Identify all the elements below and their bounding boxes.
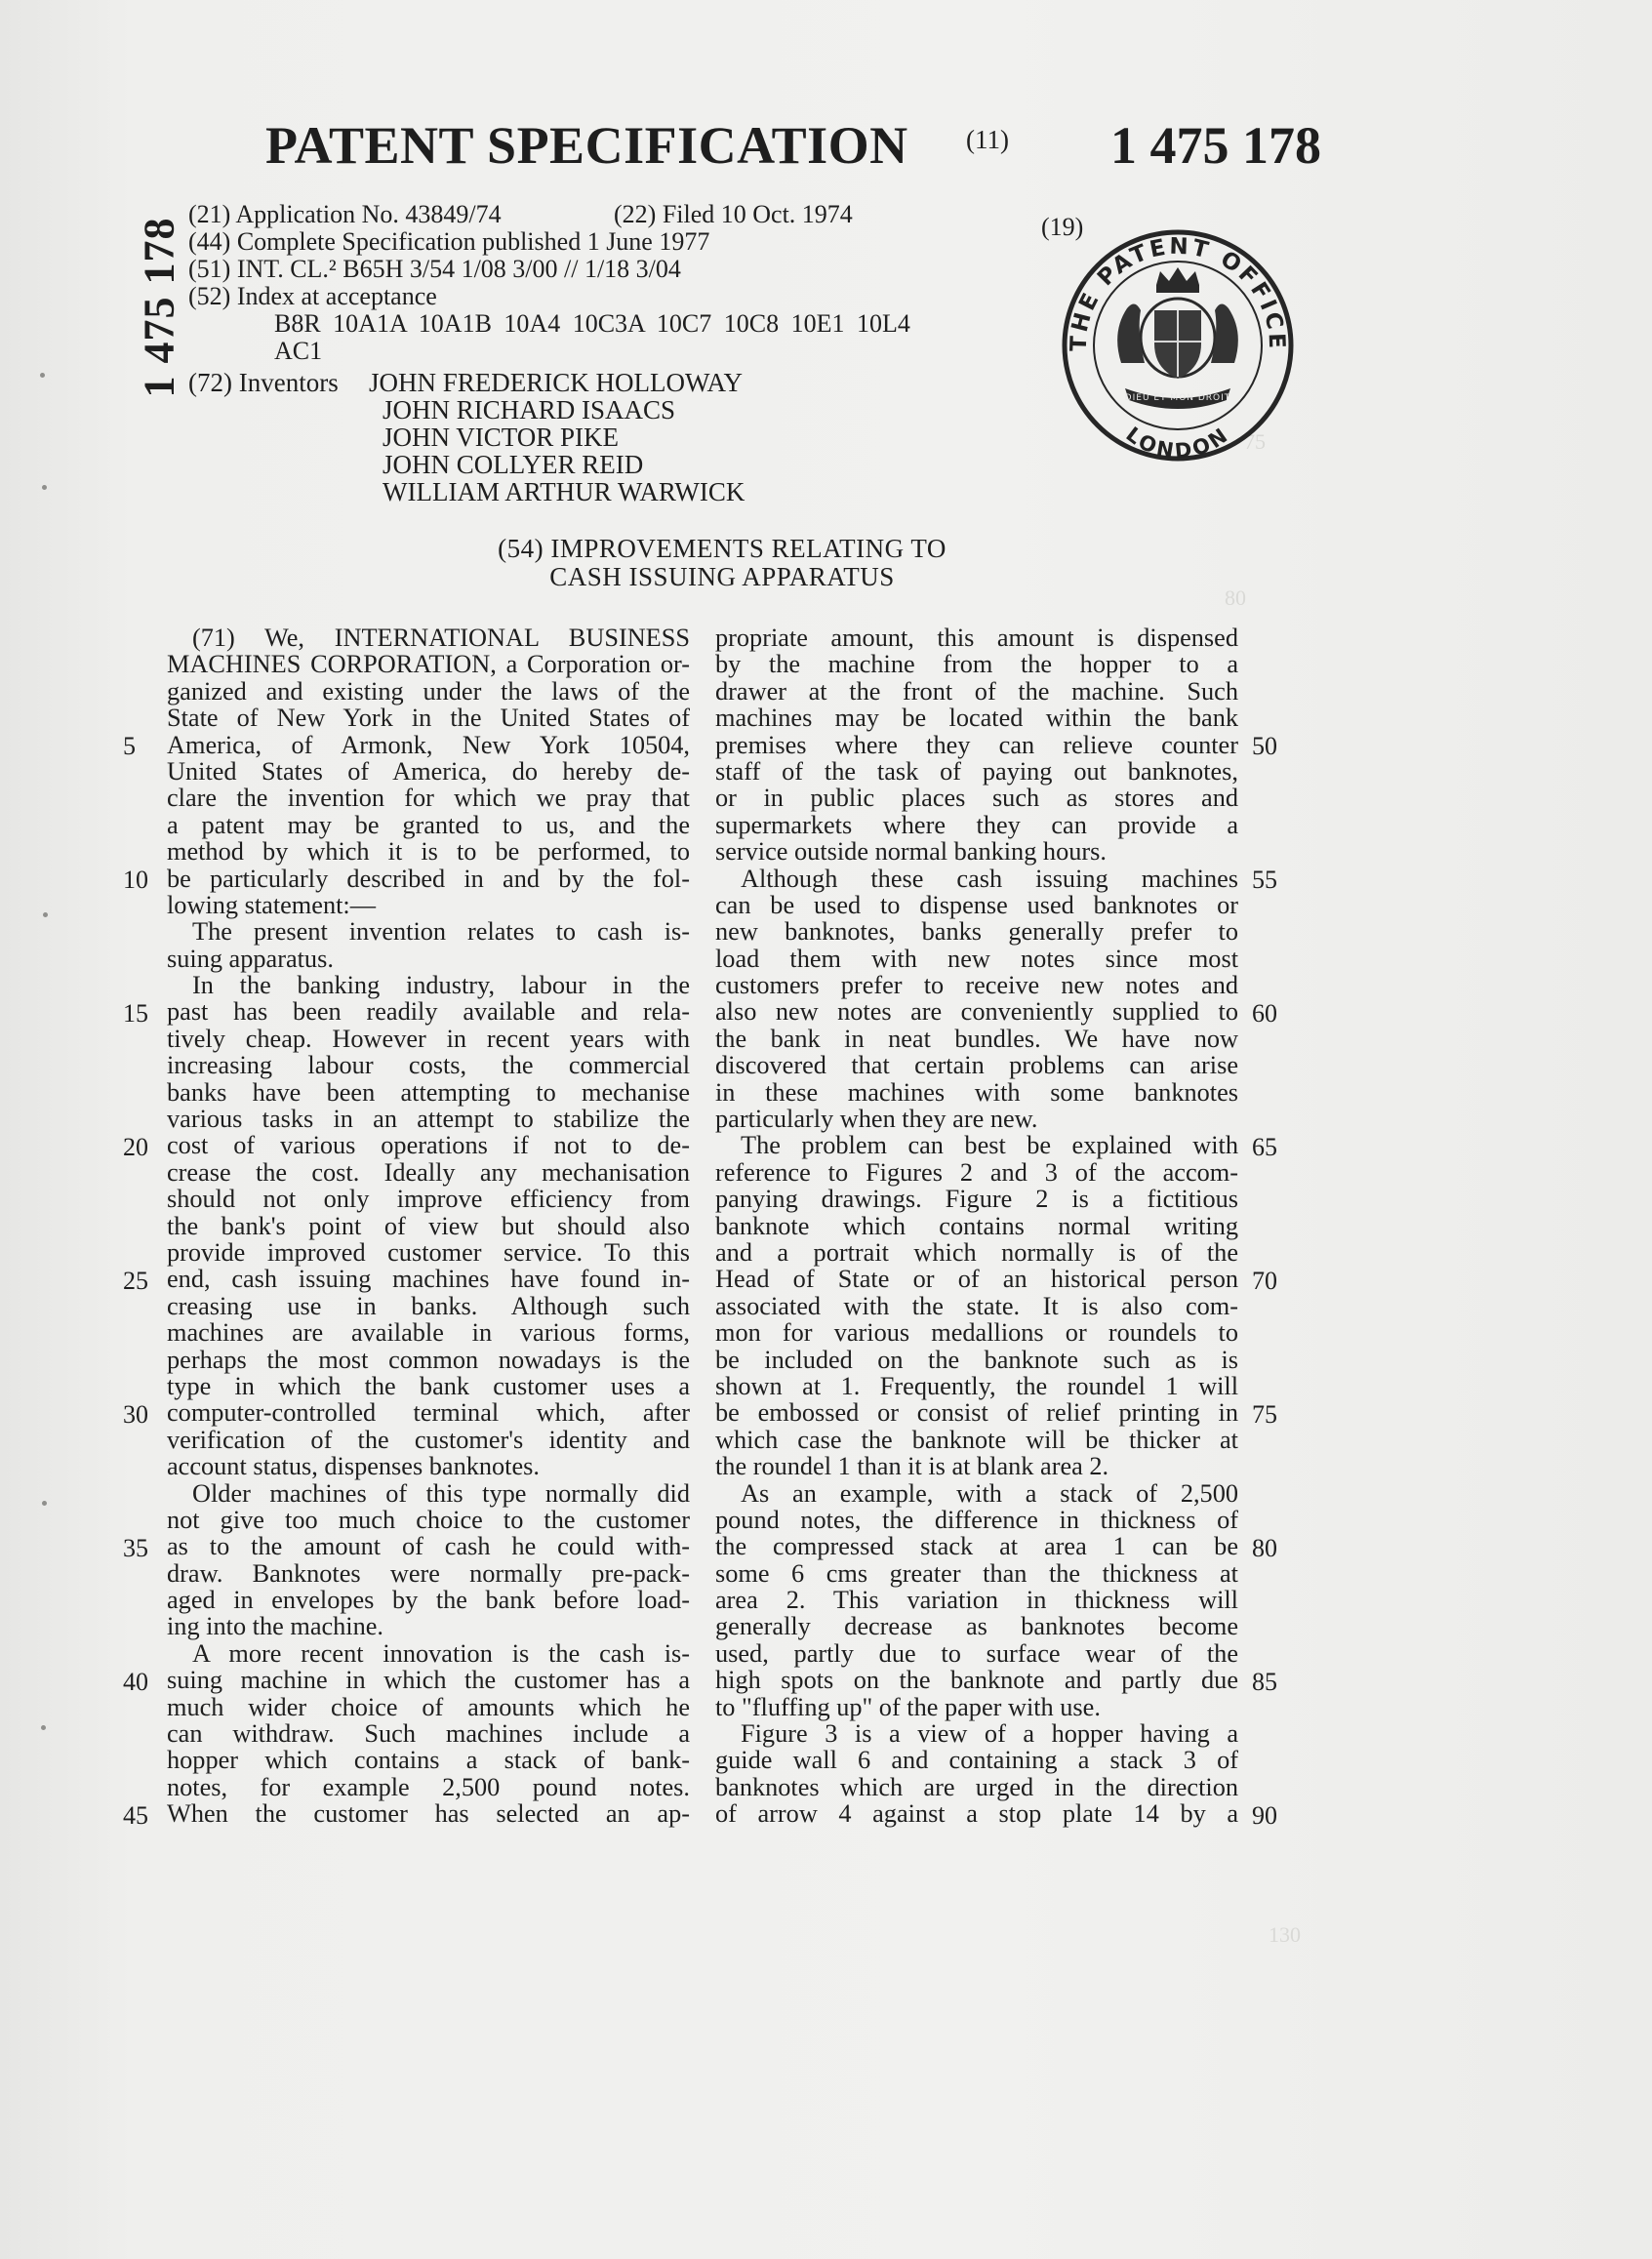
body-text-line: A more recent innovation is the cash is- (192, 1638, 690, 1668)
body-column-right (715, 625, 1238, 1828)
line-number: 70 (1252, 1266, 1277, 1295)
inventors-label: (72) Inventors (188, 368, 339, 397)
invention-title-line: (54) IMPROVEMENTS RELATING TO (498, 534, 947, 563)
patent-number-code: (11) (966, 125, 1009, 154)
body-text-segment: MACHINES CORPORATION (167, 650, 491, 679)
body-text-line: machines may be located within the bank (715, 704, 1238, 733)
body-text-line: account status, dispenses banknotes. (167, 1452, 540, 1481)
invention-title-line: CASH ISSUING APPARATUS (549, 562, 895, 591)
line-number: 60 (1252, 998, 1277, 1028)
body-text-line: Older machines of this type normally did (192, 1478, 690, 1508)
body-text-line: particularly when they are new. (715, 1105, 1038, 1134)
body-text-line: As an example, with a stack of 2,500 (741, 1478, 1238, 1508)
body-text-line: draw. Banknotes were normally pre-pack- (167, 1558, 690, 1588)
body-text-line: shown at 1. Frequently, the roundel 1 will (715, 1371, 1238, 1400)
body-text-line: service outside normal banking hours. (715, 837, 1107, 867)
body-text-line: panying drawings. Figure 2 is a fictitious (715, 1185, 1238, 1214)
body-column-left (167, 625, 690, 1828)
inventor-name: JOHN RICHARD ISAACS (383, 395, 676, 424)
body-text-line: computer-controlled terminal which, after (167, 1398, 690, 1428)
body-text-line: Figure 3 is a view of a hopper having a (741, 1719, 1238, 1749)
show-through-text: 75 (1244, 429, 1266, 454)
body-text-line: some 6 cms greater than the thickness at (715, 1558, 1238, 1588)
svg-text:DIEU ET MON DROIT: DIEU ET MON DROIT (1124, 393, 1231, 403)
body-text-line: the roundel 1 than it is at blank area 2. (715, 1452, 1109, 1481)
inventors-block (188, 369, 745, 505)
body-text-line: State of New York in the United States of (167, 704, 690, 733)
punch-mark (43, 912, 48, 917)
show-through-text: 130 (1269, 1922, 1301, 1947)
body-text-line: new banknotes, banks generally prefer to (715, 917, 1238, 947)
body-text-line: end, cash issuing machines have found in- (167, 1265, 690, 1294)
filing-date: (22) Filed 10 Oct. 1974 (614, 200, 853, 228)
line-number: 45 (123, 1800, 148, 1830)
line-number: 85 (1252, 1667, 1277, 1696)
body-text-line: guide wall 6 and containing a stack 3 of (715, 1746, 1238, 1775)
body-text-line: by the machine from the hopper to a (715, 650, 1238, 679)
body-text-line: increasing labour costs, the commercial (167, 1051, 690, 1080)
body-text-line: can be used to dispense used banknotes or (715, 890, 1238, 919)
line-number: 90 (1252, 1800, 1277, 1830)
body-text-line: verification of the customer's identity and (167, 1425, 690, 1454)
body-text-line: America, of Armonk, New York 10504, (167, 730, 690, 759)
body-text-line: mon for various medallions or roundels to (715, 1318, 1238, 1348)
inventor-name: JOHN COLLYER REID (383, 450, 644, 479)
body-text-line: crease the cost. Ideally any mechanisation (167, 1157, 690, 1187)
body-text-line: propriate amount, this amount is dispensed (715, 624, 1238, 652)
body-text-line: associated with the state. It is also com- (715, 1291, 1238, 1320)
body-text-line: notes, for example 2,500 pound notes. (167, 1772, 690, 1801)
line-number: 55 (1252, 865, 1277, 894)
inventor-name: JOHN FREDERICK HOLLOWAY (369, 368, 744, 397)
index-codes-continued: AC1 (274, 337, 323, 365)
body-text-line: used, partly due to surface wear of the (715, 1638, 1238, 1668)
body-text-line: In the banking industry, labour in the (192, 971, 690, 1000)
show-through-text: 80 (1225, 585, 1246, 610)
line-number: 80 (1252, 1533, 1277, 1562)
line-number: 75 (1252, 1399, 1277, 1429)
bibliographic-data (188, 201, 910, 365)
body-text-line: United States of America, do hereby de- (167, 756, 690, 786)
body-text-segment: INTERNATIONAL BUSINESS (334, 624, 691, 652)
int-classification: (51) INT. CL.² B65H 3/54 1/08 3/00 // 1/18 3/04 (188, 255, 681, 283)
body-text-line: be particularly described in and by the fol- (167, 864, 690, 893)
inventor-name: WILLIAM ARTHUR WARWICK (383, 477, 745, 506)
body-text-line: past has been readily available and rela- (167, 997, 690, 1027)
publication-date: (44) Complete Specification published 1 June 1977 (188, 227, 710, 256)
punch-mark (41, 1725, 46, 1730)
body-text-line: load them with new notes since most (715, 944, 1238, 973)
body-text-line: The present invention relates to cash is- (192, 917, 690, 947)
body-text-line: the bank in neat bundles. We have now (715, 1024, 1238, 1053)
punch-mark (42, 1501, 47, 1506)
svg-text:THE PATENT OFFICE: THE PATENT OFFICE (1066, 233, 1290, 352)
index-codes: B8R 10A1A 10A1B 10A4 10C3A 10C7 10C8 10E1 10L4 (274, 309, 910, 338)
body-text-line: method by which it is to be performed, to (167, 837, 690, 867)
body-text-line: banks have been attempting to mechanise (167, 1077, 690, 1107)
body-text-line: of arrow 4 against a stop plate 14 by a (715, 1799, 1238, 1829)
inventor-name: JOHN VICTOR PIKE (383, 423, 620, 452)
line-number: 50 (1252, 731, 1277, 760)
body-text-line: much wider choice of amounts which he (167, 1692, 690, 1721)
body-text-line: high spots on the banknote and partly due (715, 1666, 1238, 1695)
body-text-line: to "fluffing up" of the paper with use. (715, 1692, 1101, 1721)
patent-office-seal-icon (1057, 217, 1299, 472)
body-text-line: lowing statement:— (167, 890, 376, 919)
body-text-line: machines are available in various forms, (167, 1318, 690, 1348)
line-number: 10 (123, 865, 148, 894)
body-text-line: ganized and existing under the laws of the (167, 676, 690, 706)
office-code: (19) (1041, 213, 1084, 241)
body-text-line: creasing use in banks. Although such (167, 1291, 690, 1320)
body-text-line (167, 651, 690, 677)
body-text-line: hopper which contains a stack of bank- (167, 1746, 690, 1775)
body-text-line: cost of various operations if not to de- (167, 1131, 690, 1160)
body-text-line: also new notes are conveniently supplied to (715, 997, 1238, 1027)
body-text-line: the bank's point of view but should also (167, 1211, 690, 1240)
document-title: PATENT SPECIFICATION (265, 116, 908, 175)
body-text-line: area 2. This variation in thickness will (715, 1586, 1238, 1615)
body-text-line: clare the invention for which we pray that (167, 784, 690, 813)
body-text-line: in these machines with some banknotes (715, 1077, 1238, 1107)
application-number: (21) Application No. 43849/74 (188, 200, 502, 228)
body-text-line: suing apparatus. (167, 944, 334, 973)
body-text-segment: , a Corporation or- (490, 650, 690, 679)
body-text-line: customers prefer to receive new notes and (715, 971, 1238, 1000)
line-number: 25 (123, 1266, 148, 1295)
body-text-line: ing into the machine. (167, 1612, 384, 1641)
punch-mark (42, 485, 47, 490)
svg-text:LONDON: LONDON (1121, 422, 1234, 464)
body-text-line (167, 625, 690, 651)
body-text-line: type in which the bank customer uses a (167, 1371, 690, 1400)
body-text-line: When the customer has selected an ap- (167, 1799, 690, 1829)
index-label: (52) Index at acceptance (188, 282, 437, 310)
body-text-line: banknotes which are urged in the direction (715, 1772, 1238, 1801)
body-text-line: provide improved customer service. To this (167, 1237, 690, 1267)
body-text-line: reference to Figures 2 and 3 of the accom- (715, 1157, 1238, 1187)
body-text-line: various tasks in an attempt to stabilize the (167, 1105, 690, 1134)
line-number: 20 (123, 1132, 148, 1161)
body-text-line: Although these cash issuing machines (741, 864, 1238, 893)
body-text-line: as to the amount of cash he could with- (167, 1532, 690, 1561)
punch-mark (40, 373, 45, 378)
body-text-line: staff of the task of paying out banknotes, (715, 756, 1238, 786)
vertical-patent-number: 1 475 178 (135, 217, 183, 398)
line-number: 65 (1252, 1132, 1277, 1161)
body-text-line: the compressed stack at area 1 can be (715, 1532, 1238, 1561)
body-text-line: or in public places such as stores and (715, 784, 1238, 813)
body-text-line: drawer at the front of the machine. Such (715, 676, 1238, 706)
body-text-line: tively cheap. However in recent years with (167, 1024, 690, 1053)
body-text-line: pound notes, the difference in thickness of (715, 1505, 1238, 1534)
body-text-line: be included on the banknote such as is (715, 1345, 1238, 1374)
body-text-line: be embossed or consist of relief printing in (715, 1398, 1238, 1428)
line-number: 5 (123, 731, 136, 760)
body-text-line: perhaps the most common nowadays is the (167, 1345, 690, 1374)
patent-number: 1 475 178 (1110, 116, 1321, 175)
line-number: 35 (123, 1533, 148, 1562)
body-text-line: not give too much choice to the customer (167, 1505, 690, 1534)
body-text-segment: (71) We, (192, 624, 335, 652)
body-text-line: which case the banknote will be thicker at (715, 1425, 1238, 1454)
body-text-line: discovered that certain problems can arise (715, 1051, 1238, 1080)
body-text-line: premises where they can relieve counter (715, 730, 1238, 759)
body-text-line: banknote which contains normal writing (715, 1211, 1238, 1240)
body-text-line: Head of State or of an historical person (715, 1265, 1238, 1294)
body-text-line: supermarkets where they can provide a (715, 810, 1238, 839)
line-number: 40 (123, 1667, 148, 1696)
line-number: 30 (123, 1399, 148, 1429)
body-text-line: a patent may be granted to us, and the (167, 810, 690, 839)
body-text-line: suing machine in which the customer has a (167, 1666, 690, 1695)
body-text-line: generally decrease as banknotes become (715, 1612, 1238, 1641)
invention-title (371, 535, 1073, 591)
body-text-line: and a portrait which normally is of the (715, 1237, 1238, 1267)
body-text-line: should not only improve efficiency from (167, 1185, 690, 1214)
line-number: 15 (123, 998, 148, 1028)
body-text-line: The problem can best be explained with (741, 1131, 1238, 1160)
body-text-line: can withdraw. Such machines include a (167, 1719, 690, 1749)
body-text-line: aged in envelopes by the bank before load- (167, 1586, 690, 1615)
